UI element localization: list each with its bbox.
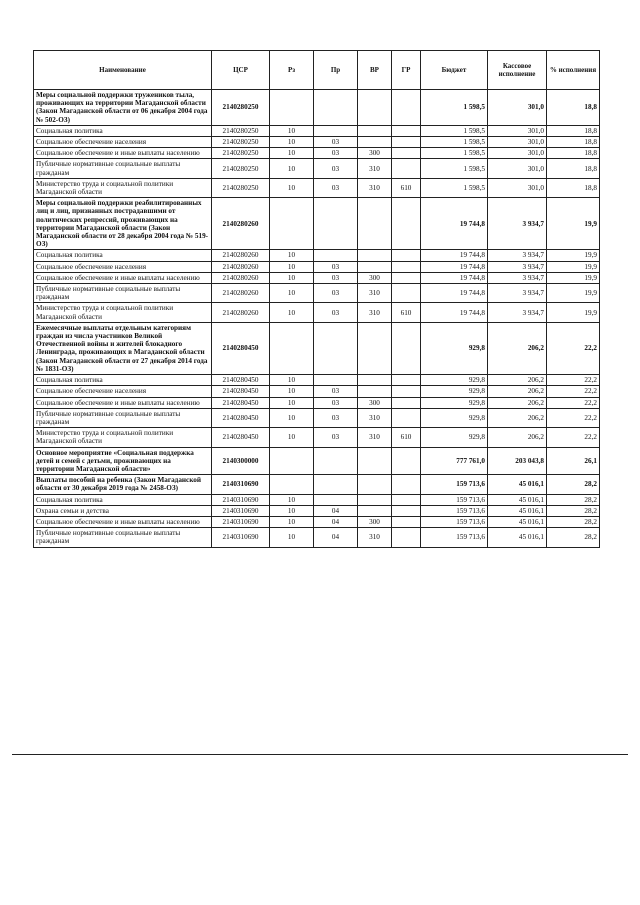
cell-name: Министерство труда и социальной политики Магаданской области [34, 303, 212, 322]
cell-vr [358, 475, 392, 494]
cell-csr: 2140310690 [212, 528, 270, 547]
cell-pct: 18,8 [547, 125, 600, 136]
cell-rz: 10 [270, 261, 314, 272]
cell-name: Выплаты пособий на ребенка (Закон Магаданской области от 30 декабря 2019 года № 2458-ОЗ) [34, 475, 212, 494]
cell-budget: 1 598,5 [421, 90, 488, 126]
cell-name: Социальная политика [34, 125, 212, 136]
table-row [34, 90, 600, 126]
cell-gr [392, 198, 421, 250]
cell-vr: 310 [358, 284, 392, 303]
cell-gr [392, 261, 421, 272]
cell-name: Публичные нормативные социальные выплаты гражданам [34, 284, 212, 303]
cell-pr: 03 [314, 386, 358, 397]
cell-budget: 1 598,5 [421, 148, 488, 159]
table-row [34, 494, 600, 505]
cell-csr: 2140280450 [212, 397, 270, 408]
cell-vr [358, 322, 392, 374]
cell-pct: 19,9 [547, 272, 600, 283]
cell-gr [392, 447, 421, 475]
cell-rz: 10 [270, 505, 314, 516]
cell-budget: 19 744,8 [421, 250, 488, 261]
cell-pr: 04 [314, 528, 358, 547]
cell-vr [358, 198, 392, 250]
cell-csr: 2140300000 [212, 447, 270, 475]
table-row [34, 516, 600, 527]
cell-pr [314, 250, 358, 261]
cell-pr: 03 [314, 428, 358, 447]
cell-csr: 2140280250 [212, 137, 270, 148]
header-name: Наименование [34, 51, 212, 90]
cell-pr [314, 475, 358, 494]
cell-budget: 19 744,8 [421, 272, 488, 283]
cell-budget: 1 598,5 [421, 125, 488, 136]
cell-budget: 159 713,6 [421, 505, 488, 516]
table-row [34, 386, 600, 397]
cell-vr [358, 447, 392, 475]
cell-cash: 45 016,1 [488, 475, 547, 494]
cell-vr: 300 [358, 397, 392, 408]
cell-name: Публичные нормативные социальные выплаты гражданам [34, 528, 212, 547]
cell-vr [358, 125, 392, 136]
cell-vr: 310 [358, 428, 392, 447]
cell-rz: 10 [270, 159, 314, 178]
cell-pct: 18,8 [547, 178, 600, 197]
cell-budget: 19 744,8 [421, 284, 488, 303]
cell-pr [314, 198, 358, 250]
cell-pct: 18,8 [547, 137, 600, 148]
cell-pct: 22,2 [547, 375, 600, 386]
cell-name: Социальное обеспечение населения [34, 137, 212, 148]
cell-pr: 03 [314, 261, 358, 272]
cell-gr [392, 137, 421, 148]
cell-cash: 301,0 [488, 178, 547, 197]
cell-rz: 10 [270, 178, 314, 197]
table-row [34, 125, 600, 136]
cell-pct: 19,9 [547, 198, 600, 250]
cell-gr: 610 [392, 303, 421, 322]
cell-name: Охрана семьи и детства [34, 505, 212, 516]
cell-pr [314, 494, 358, 505]
cell-csr: 2140280450 [212, 322, 270, 374]
cell-budget: 159 713,6 [421, 475, 488, 494]
cell-vr [358, 261, 392, 272]
header-gr: ГР [392, 51, 421, 90]
cell-vr: 310 [358, 178, 392, 197]
table-header-row [34, 51, 600, 90]
cell-budget: 159 713,6 [421, 516, 488, 527]
cell-rz: 10 [270, 303, 314, 322]
cell-name: Социальное обеспечение населения [34, 261, 212, 272]
cell-pct: 28,2 [547, 505, 600, 516]
cell-gr [392, 408, 421, 427]
cell-budget: 1 598,5 [421, 178, 488, 197]
cell-pr: 03 [314, 148, 358, 159]
cell-cash: 301,0 [488, 137, 547, 148]
table-row [34, 250, 600, 261]
cell-pct: 28,2 [547, 516, 600, 527]
header-pct: % исполнения [547, 51, 600, 90]
cell-name: Социальная политика [34, 375, 212, 386]
cell-rz: 10 [270, 284, 314, 303]
cell-vr [358, 386, 392, 397]
table-body [34, 90, 600, 548]
cell-budget: 19 744,8 [421, 303, 488, 322]
cell-pr [314, 322, 358, 374]
table-row [34, 528, 600, 547]
table-row [34, 261, 600, 272]
table-row [34, 159, 600, 178]
cell-pr [314, 125, 358, 136]
cell-rz: 10 [270, 408, 314, 427]
cell-budget: 159 713,6 [421, 528, 488, 547]
cell-budget: 929,8 [421, 386, 488, 397]
cell-cash: 3 934,7 [488, 198, 547, 250]
cell-cash: 45 016,1 [488, 528, 547, 547]
header-cash: Кассовое исполнение [488, 51, 547, 90]
cell-vr [358, 90, 392, 126]
cell-csr: 2140280250 [212, 159, 270, 178]
cell-pr [314, 90, 358, 126]
table-row [34, 428, 600, 447]
cell-cash: 206,2 [488, 386, 547, 397]
cell-name: Министерство труда и социальной политики Магаданской области [34, 428, 212, 447]
cell-pr: 03 [314, 397, 358, 408]
cell-cash: 206,2 [488, 322, 547, 374]
cell-pct: 22,2 [547, 386, 600, 397]
cell-name: Министерство труда и социальной политики Магаданской области [34, 178, 212, 197]
cell-budget: 929,8 [421, 375, 488, 386]
cell-rz [270, 90, 314, 126]
cell-csr: 2140280260 [212, 284, 270, 303]
budget-table [33, 50, 600, 548]
cell-rz [270, 475, 314, 494]
cell-vr: 310 [358, 159, 392, 178]
cell-cash: 3 934,7 [488, 284, 547, 303]
cell-gr [392, 397, 421, 408]
cell-cash: 206,2 [488, 408, 547, 427]
cell-csr: 2140280260 [212, 272, 270, 283]
cell-name: Публичные нормативные социальные выплаты гражданам [34, 408, 212, 427]
cell-budget: 929,8 [421, 428, 488, 447]
table-row [34, 272, 600, 283]
header-vr: ВР [358, 51, 392, 90]
cell-name: Основное мероприятие «Социальная поддержка детей и семей с детьми, проживающих на территории Магаданской области» [34, 447, 212, 475]
cell-cash: 301,0 [488, 125, 547, 136]
cell-csr: 2140280450 [212, 408, 270, 427]
cell-vr: 310 [358, 303, 392, 322]
cell-gr [392, 284, 421, 303]
cell-budget: 19 744,8 [421, 261, 488, 272]
cell-cash: 301,0 [488, 159, 547, 178]
cell-name: Социальное обеспечение и иные выплаты населению [34, 516, 212, 527]
table-row [34, 198, 600, 250]
cell-csr: 2140280260 [212, 250, 270, 261]
cell-pr [314, 447, 358, 475]
cell-csr: 2140280450 [212, 386, 270, 397]
cell-cash: 206,2 [488, 397, 547, 408]
cell-budget: 1 598,5 [421, 137, 488, 148]
cell-pr: 03 [314, 137, 358, 148]
cell-cash: 3 934,7 [488, 261, 547, 272]
cell-rz [270, 322, 314, 374]
cell-csr: 2140280260 [212, 261, 270, 272]
cell-pr: 03 [314, 303, 358, 322]
cell-budget: 159 713,6 [421, 494, 488, 505]
cell-rz: 10 [270, 528, 314, 547]
cell-budget: 929,8 [421, 322, 488, 374]
cell-pct: 22,2 [547, 397, 600, 408]
cell-name: Публичные нормативные социальные выплаты гражданам [34, 159, 212, 178]
cell-name: Социальное обеспечение и иные выплаты населению [34, 397, 212, 408]
cell-gr [392, 475, 421, 494]
cell-name: Ежемесячные выплаты отдельным категориям граждан из числа участников Великой Отечественной войны и жителей блокадного Ленинграда, проживающих в Магаданской области (Закон Магаданской области от 27 декабря 2014 года № 1831-ОЗ) [34, 322, 212, 374]
cell-rz: 10 [270, 386, 314, 397]
cell-name: Социальное обеспечение и иные выплаты населению [34, 272, 212, 283]
cell-csr: 2140280250 [212, 178, 270, 197]
cell-pr: 03 [314, 272, 358, 283]
cell-gr [392, 375, 421, 386]
cell-csr: 2140280450 [212, 428, 270, 447]
table-row [34, 447, 600, 475]
cell-vr [358, 505, 392, 516]
cell-cash: 301,0 [488, 148, 547, 159]
cell-pct: 26,1 [547, 447, 600, 475]
cell-csr: 2140310690 [212, 505, 270, 516]
cell-vr: 300 [358, 272, 392, 283]
cell-pct: 19,9 [547, 261, 600, 272]
cell-rz: 10 [270, 428, 314, 447]
table-row [34, 505, 600, 516]
cell-budget: 929,8 [421, 408, 488, 427]
header-budget: Бюджет [421, 51, 488, 90]
cell-rz: 10 [270, 397, 314, 408]
cell-csr: 2140310690 [212, 516, 270, 527]
table-row [34, 148, 600, 159]
table-row [34, 375, 600, 386]
cell-gr [392, 505, 421, 516]
cell-vr: 300 [358, 148, 392, 159]
table-row [34, 475, 600, 494]
cell-pct: 18,8 [547, 90, 600, 126]
cell-cash: 206,2 [488, 428, 547, 447]
cell-pr: 03 [314, 408, 358, 427]
cell-cash: 3 934,7 [488, 272, 547, 283]
header-rz: Рз [270, 51, 314, 90]
cell-pct: 22,2 [547, 428, 600, 447]
cell-vr [358, 137, 392, 148]
cell-csr: 2140310690 [212, 494, 270, 505]
cell-vr: 310 [358, 528, 392, 547]
cell-rz [270, 447, 314, 475]
cell-vr [358, 375, 392, 386]
cell-csr: 2140310690 [212, 475, 270, 494]
cell-rz: 10 [270, 375, 314, 386]
table-row [34, 397, 600, 408]
cell-cash: 45 016,1 [488, 516, 547, 527]
header-csr: ЦСР [212, 51, 270, 90]
cell-name: Социальное обеспечение и иные выплаты населению [34, 148, 212, 159]
cell-csr: 2140280260 [212, 198, 270, 250]
cell-pr: 04 [314, 505, 358, 516]
cell-rz [270, 198, 314, 250]
cell-pct: 19,9 [547, 303, 600, 322]
cell-gr [392, 250, 421, 261]
cell-cash: 3 934,7 [488, 303, 547, 322]
table-row [34, 303, 600, 322]
table-row [34, 284, 600, 303]
cell-gr [392, 90, 421, 126]
cell-rz: 10 [270, 516, 314, 527]
cell-name: Социальная политика [34, 250, 212, 261]
cell-vr [358, 494, 392, 505]
cell-gr [392, 148, 421, 159]
cell-gr [392, 272, 421, 283]
cell-cash: 301,0 [488, 90, 547, 126]
cell-rz: 10 [270, 494, 314, 505]
cell-rz: 10 [270, 148, 314, 159]
cell-csr: 2140280260 [212, 303, 270, 322]
cell-vr [358, 250, 392, 261]
page-divider-line [12, 754, 628, 755]
table-row [34, 178, 600, 197]
cell-pct: 19,9 [547, 284, 600, 303]
cell-gr [392, 159, 421, 178]
cell-pct: 18,8 [547, 159, 600, 178]
cell-pct: 19,9 [547, 250, 600, 261]
cell-name: Меры социальной поддержки тружеников тыла, проживающих на территории Магаданской области (Закон Магаданской области от 06 декабря 2004 года № 502-ОЗ) [34, 90, 212, 126]
cell-pct: 28,2 [547, 475, 600, 494]
cell-gr [392, 528, 421, 547]
table-row [34, 137, 600, 148]
cell-rz: 10 [270, 272, 314, 283]
cell-csr: 2140280250 [212, 125, 270, 136]
cell-cash: 45 016,1 [488, 505, 547, 516]
table-row [34, 322, 600, 374]
cell-budget: 19 744,8 [421, 198, 488, 250]
cell-gr [392, 386, 421, 397]
cell-gr [392, 494, 421, 505]
cell-gr: 610 [392, 178, 421, 197]
cell-pr: 03 [314, 178, 358, 197]
cell-vr: 310 [358, 408, 392, 427]
cell-cash: 45 016,1 [488, 494, 547, 505]
cell-cash: 3 934,7 [488, 250, 547, 261]
cell-rz: 10 [270, 125, 314, 136]
cell-budget: 929,8 [421, 397, 488, 408]
cell-pct: 22,2 [547, 322, 600, 374]
cell-gr [392, 125, 421, 136]
cell-cash: 206,2 [488, 375, 547, 386]
cell-csr: 2140280450 [212, 375, 270, 386]
cell-cash: 203 043,8 [488, 447, 547, 475]
cell-rz: 10 [270, 250, 314, 261]
cell-pr: 03 [314, 159, 358, 178]
cell-pct: 28,2 [547, 494, 600, 505]
cell-name: Социальная политика [34, 494, 212, 505]
cell-pr: 04 [314, 516, 358, 527]
cell-budget: 777 761,0 [421, 447, 488, 475]
cell-vr: 300 [358, 516, 392, 527]
cell-pr: 03 [314, 284, 358, 303]
cell-rz: 10 [270, 137, 314, 148]
cell-pct: 22,2 [547, 408, 600, 427]
cell-csr: 2140280250 [212, 148, 270, 159]
table-row [34, 408, 600, 427]
cell-name: Социальное обеспечение населения [34, 386, 212, 397]
cell-budget: 1 598,5 [421, 159, 488, 178]
cell-gr: 610 [392, 428, 421, 447]
cell-pct: 28,2 [547, 528, 600, 547]
cell-gr [392, 516, 421, 527]
cell-name: Меры социальной поддержки реабилитированных лиц и лиц, признанных пострадавшими от политических репрессий, проживающих на территории Магаданской области (Закон Магаданской области от 28 декабря 2004 года № 519-ОЗ) [34, 198, 212, 250]
cell-pct: 18,8 [547, 148, 600, 159]
header-pr: Пр [314, 51, 358, 90]
cell-pr [314, 375, 358, 386]
cell-csr: 2140280250 [212, 90, 270, 126]
cell-gr [392, 322, 421, 374]
